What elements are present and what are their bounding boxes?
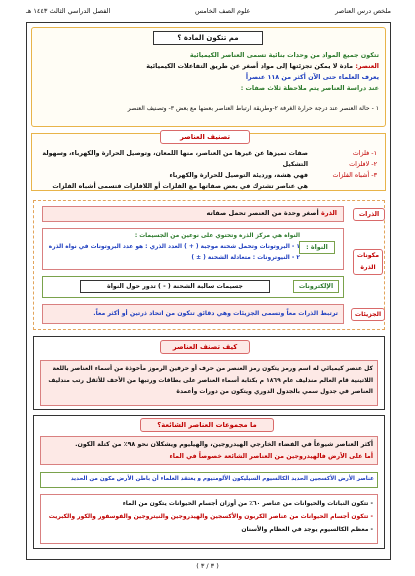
living-elements-line-2: - تتكون أجسام الحيوانات من عناصر الكربون والأكسجين والهيدروجين والنيتروجين والفوسفور والكور والكبريت <box>48 513 373 520</box>
page-header <box>26 4 391 18</box>
composition-line-1: تتكون جميع المواد من وحدات بنائية تسمى العناصر الكيميائية <box>189 51 379 59</box>
living-elements-line-3: - معظم الكالسيوم يوجد في العظام والأسنان <box>241 526 373 533</box>
atom-definition-text: أصغر وحدة من العنصر تحمل صفاته <box>206 209 319 217</box>
nucleus-line-1: النواة هي مركز الذرة وتحتوي على نوعين من الجسيمات : <box>134 233 300 239</box>
metalloids-description: هي عناصر تشترك في بعض صفاتها مع الفلزات أو اللافلزات فتسمى أشباه الفلزات <box>52 183 308 190</box>
nucleus-line-2: ١ - البروتونات وتحمل شحنة موجبة ( + ) العدد الذري : هو عدد البروتونات في نواة الذرة <box>48 244 300 250</box>
header-subject: علوم الصف الخامس <box>195 7 251 15</box>
section-title-composition: مم تتكون المادة ؟ <box>153 31 263 45</box>
electrons-text: جسيمات سالبة الشحنة ( - ) تدور حول النواة <box>80 280 270 293</box>
classification-labels <box>325 148 377 181</box>
molecules-label: الجزيئات <box>351 308 385 321</box>
page-number: ( ٣ / ٣ ) <box>196 562 219 570</box>
atoms-label: الذرات <box>353 208 385 221</box>
living-elements-box <box>40 494 378 544</box>
element-definition-text: مادة لا يمكن تجزئتها إلى مواد أصغر عن طريق التفاعلات الكيميائية <box>146 62 354 70</box>
section-title-common-elements: ما مجموعات العناصر الشائعة؟ <box>140 418 274 432</box>
molecules-text: ترتبط الذرات معاً وتسمى الجزيئات وهي دقائق تتكون من اتحاد ذرتين أو أكثر معاً. <box>42 304 344 324</box>
space-elements-box <box>40 436 378 465</box>
nucleus-label: النواة : <box>299 241 335 254</box>
section-title-how-classified: كيف تصنف العناصر <box>160 340 250 354</box>
known-elements-count: يعرف العلماء حتى الآن أكثر من ١١٨ عنصراً <box>245 73 379 81</box>
nonmetals-description: فهي هشة، ورديئة التوصيل للحرارة والكهرباء <box>169 172 308 179</box>
atom-definition <box>42 206 344 222</box>
label-metals: ١- فلزات <box>352 149 377 157</box>
three-properties-list: ١ - حالة العنصر عند درجة حرارة الغرفة ٢-وطريقة ارتباط العناصر بعضها مع بعض ٣- وتصنيف العنصر <box>127 105 379 112</box>
element-definition <box>39 61 379 71</box>
electrons-label: الإلكترونات <box>293 280 339 293</box>
header-lesson-title: ملخص درس العناصر <box>335 7 391 15</box>
earth-hydrogen-line: أما على الأرض فالهيدروجين من العناصر الشائعة خصوصاً في الماء <box>169 453 373 460</box>
header-term: الفصل الدراسي الثالث ١٤٤٣ هـ <box>26 7 111 15</box>
classification-descriptions <box>38 148 308 192</box>
atom-components-label: مكونات الذرة <box>353 249 383 275</box>
section-title-classification: تصنيف العناصر <box>160 130 250 144</box>
label-metalloids: ٣- أشباه الفلزات <box>332 171 377 179</box>
nucleus-line-3: ٢ - النيوترونات : متعادلة الشحنة ( ± ) <box>191 255 300 261</box>
three-properties-intro: عند دراسة العناصر يتم ملاحظة ثلاث صفات : <box>240 84 379 92</box>
label-nonmetals: ٢- لافلزات <box>349 160 377 168</box>
how-classified-text: كل عنصر كيميائي له اسم ورمز يتكون رمز العنصر من حرف أو حرفين الرموز مأخوذة من أسماء العناصر باللغة اللاتينية قام العالم مندليف عام ١٨٦٩ م بكتابة أسماء العناصر على بطاقات ورتبها من الأخف للأثقل رتب مندليف العناصر في جدول سمي بالجدول الدوري ويتكون من دورات وأعمدة <box>40 360 378 406</box>
atom-definition-prefix: الذرة <box>320 209 337 217</box>
metals-description: صفات تميزها عن غيرها من العناصر، منها اللمعان، وتوصيل الحرارة والكهرباء، وسهولة التشكيل <box>42 150 308 168</box>
living-elements-line-1: - تتكون النباتات والحيوانات من عناصر ٦٠٪ من أوزان أجسام الحيوانات يتكون من الماء <box>122 500 373 507</box>
space-elements-line: أكثر العناصر شيوعاً في الفضاء الخارجي الهيدروجين، والهيليوم ويشكلان نحو ٩٨٪ من كتلة الكون. <box>75 441 373 448</box>
element-definition-label: العنصر: <box>355 62 379 70</box>
nucleus-details <box>46 231 300 264</box>
earth-elements-line: عناصر الأرض الأكسجين الحديد الكالسيوم السيليكون الألومنيوم و يعتقد العلماء أن باطن الأرض مكون من الحديد <box>40 472 378 488</box>
